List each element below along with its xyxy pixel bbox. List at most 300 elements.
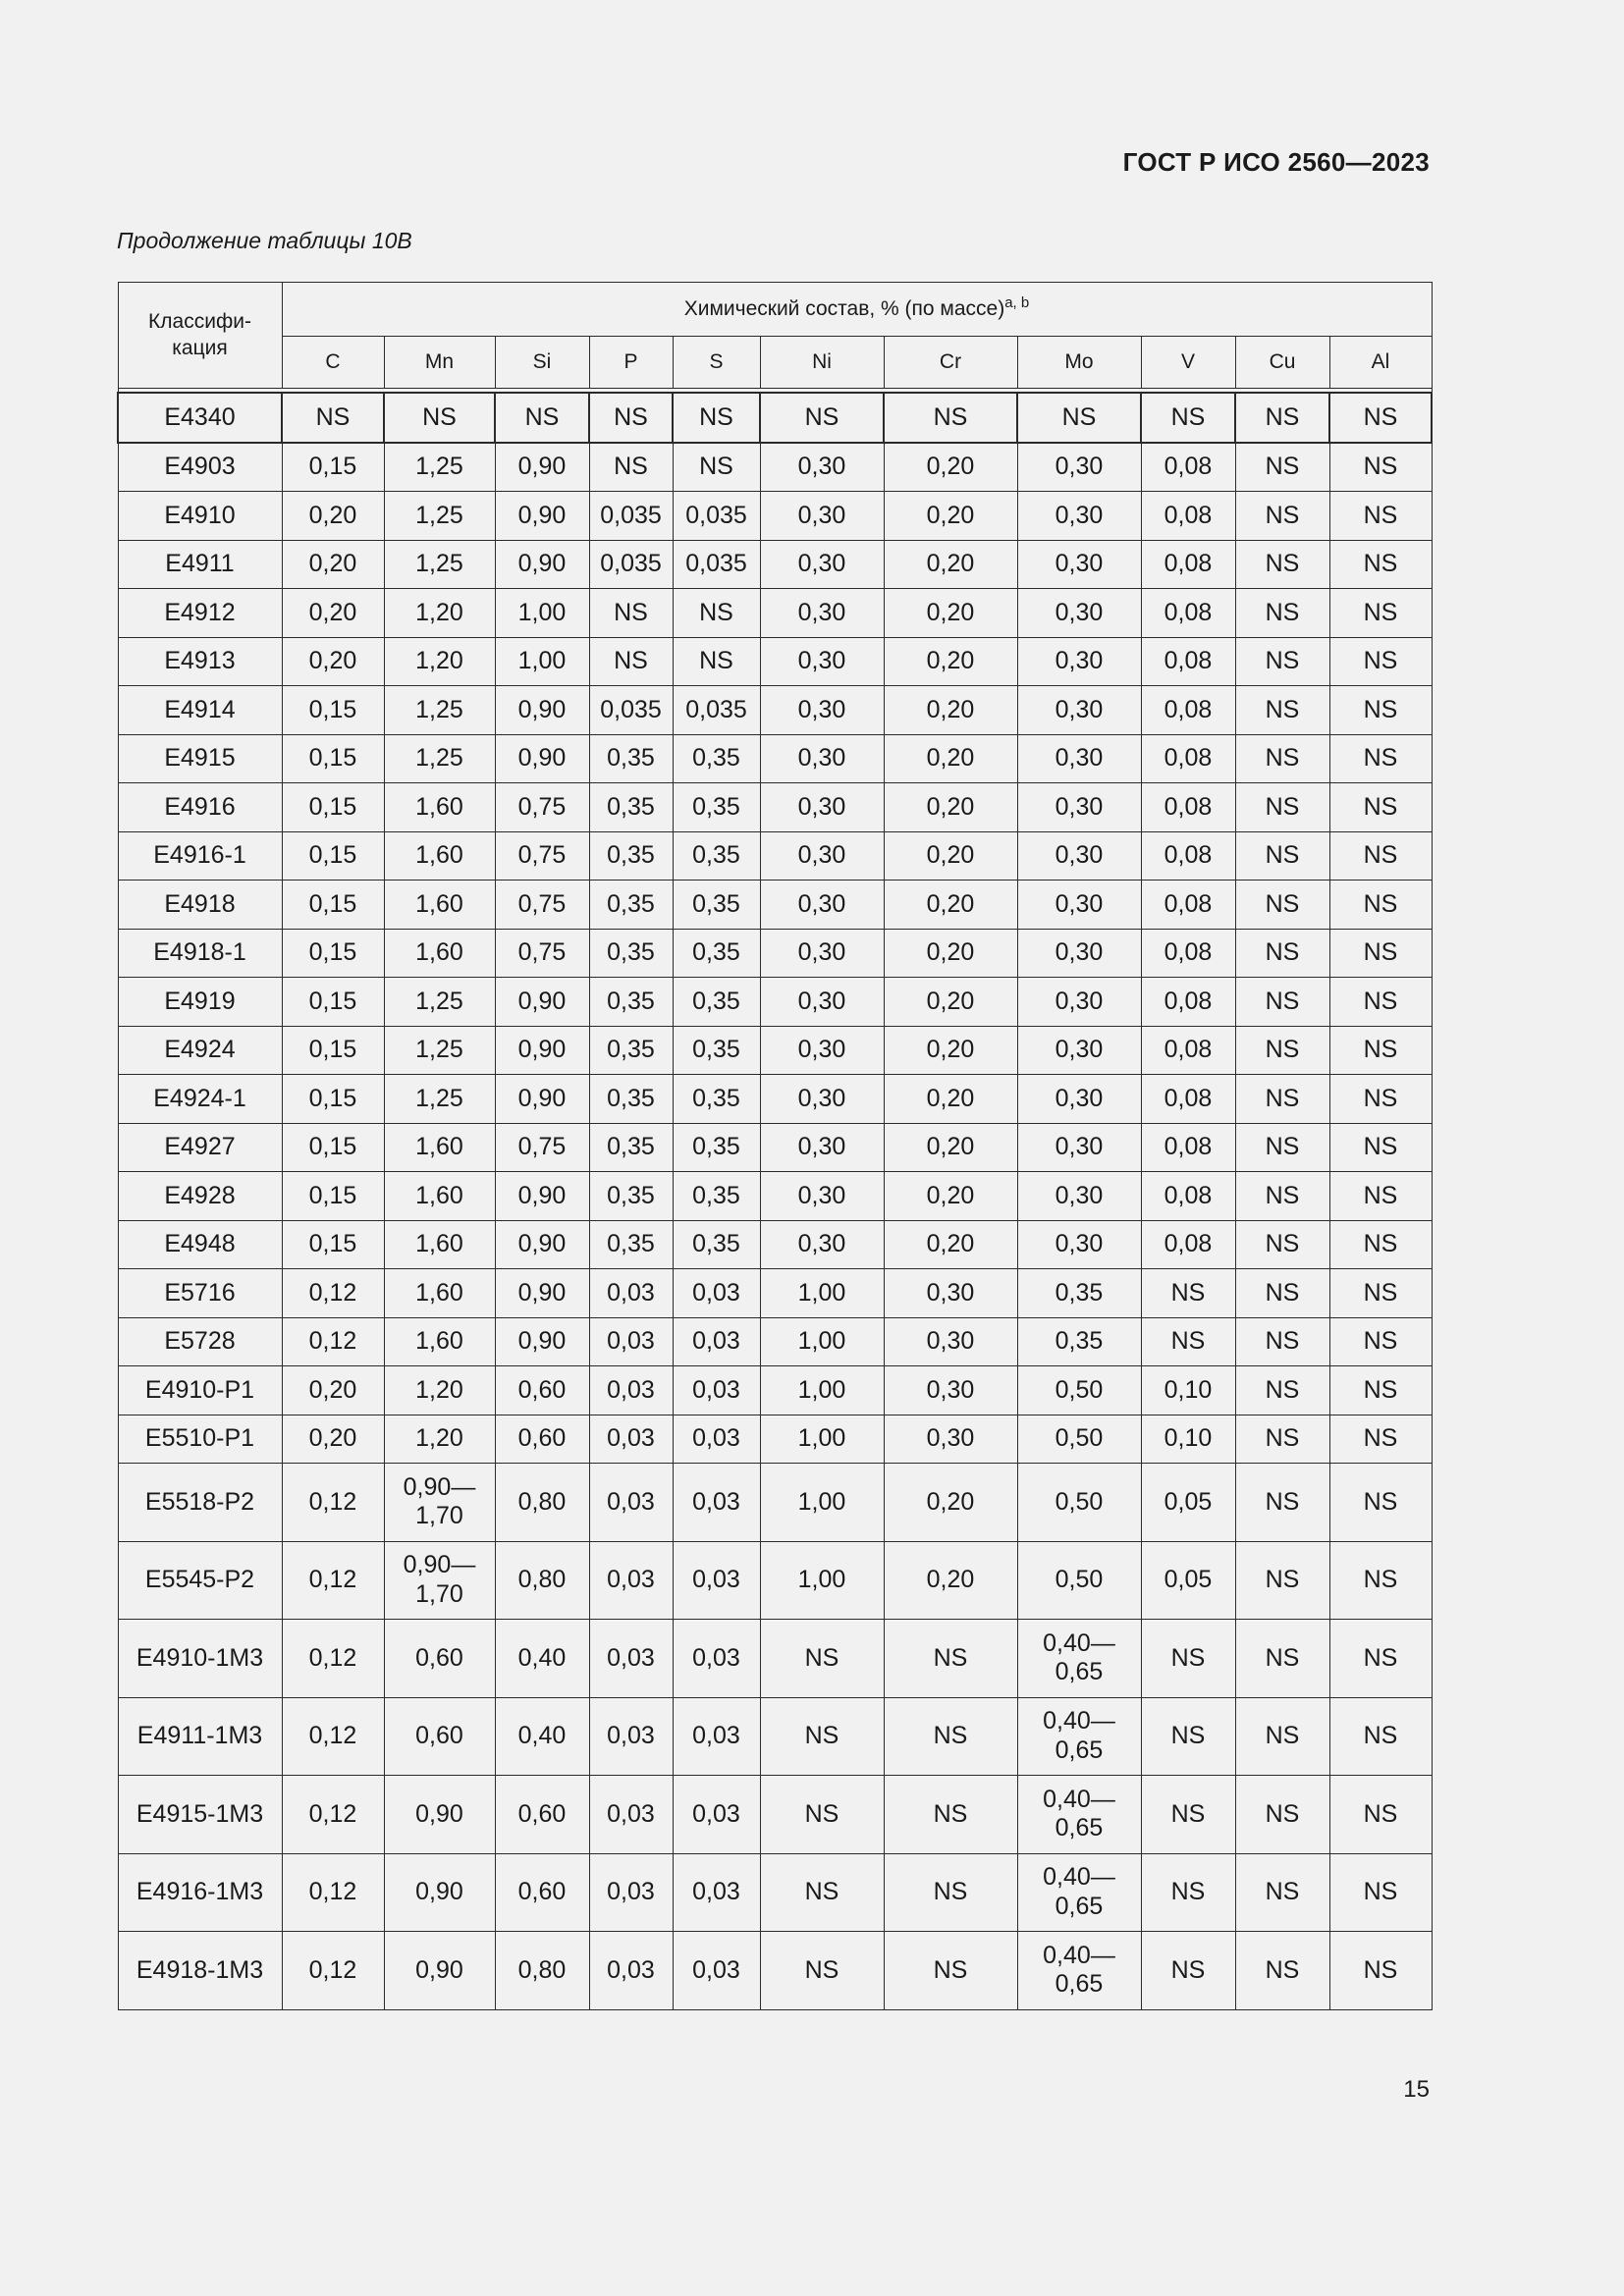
table-row — [118, 1620, 1432, 1698]
cell-v: 0,08 — [1141, 1026, 1235, 1075]
cell-cu: NS — [1235, 637, 1329, 686]
cell-s: NS — [673, 393, 760, 443]
cell-mn: 1,60 — [384, 881, 495, 930]
cell-v: NS — [1141, 1932, 1235, 2010]
cell-cr: 0,30 — [884, 1269, 1017, 1318]
cell-v: 0,10 — [1141, 1415, 1235, 1464]
cell-mn: 1,60 — [384, 1172, 495, 1221]
cell-p: 0,35 — [589, 783, 673, 832]
cell-mo: 0,40— 0,65 — [1017, 1776, 1141, 1854]
cell-mn: 0,90— 1,70 — [384, 1541, 495, 1620]
classification-cell: E4911-1M3 — [118, 1697, 282, 1776]
cell-al: NS — [1329, 637, 1432, 686]
cell-c: 0,15 — [282, 686, 384, 735]
cell-ni: 0,30 — [760, 1026, 884, 1075]
cell-cr: 0,20 — [884, 1026, 1017, 1075]
cell-s: NS — [673, 637, 760, 686]
cell-c: 0,20 — [282, 637, 384, 686]
cell-cu: NS — [1235, 831, 1329, 881]
cell-c: 0,15 — [282, 1172, 384, 1221]
cell-ni: 1,00 — [760, 1269, 884, 1318]
composition-group-label: Химический состав, % (по массе) — [683, 296, 1005, 320]
cell-ni: 0,30 — [760, 1172, 884, 1221]
cell-cu: NS — [1235, 1220, 1329, 1269]
cell-cu: NS — [1235, 1415, 1329, 1464]
cell-s: 0,03 — [673, 1697, 760, 1776]
cell-mo: NS — [1017, 393, 1141, 443]
cell-s: NS — [673, 589, 760, 638]
cell-mo: 0,30 — [1017, 978, 1141, 1027]
cell-mn: 1,20 — [384, 637, 495, 686]
cell-cu: NS — [1235, 1932, 1329, 2010]
cell-mn: 1,60 — [384, 1269, 495, 1318]
classification-cell: E5518-P2 — [118, 1464, 282, 1542]
cell-s: 0,35 — [673, 831, 760, 881]
cell-p: 0,35 — [589, 1220, 673, 1269]
cell-cr: 0,20 — [884, 734, 1017, 783]
cell-v: 0,08 — [1141, 783, 1235, 832]
cell-c: 0,20 — [282, 589, 384, 638]
cell-cu: NS — [1235, 1269, 1329, 1318]
cell-al: NS — [1329, 1269, 1432, 1318]
cell-ni: NS — [760, 1697, 884, 1776]
cell-s: 0,035 — [673, 492, 760, 541]
cell-si: 0,90 — [495, 1026, 589, 1075]
cell-cu: NS — [1235, 1464, 1329, 1542]
cell-mo: 0,50 — [1017, 1541, 1141, 1620]
cell-cr: NS — [884, 393, 1017, 443]
cell-cr: 0,20 — [884, 978, 1017, 1027]
cell-s: 0,35 — [673, 1075, 760, 1124]
cell-cr: 0,20 — [884, 831, 1017, 881]
cell-mn: 1,25 — [384, 492, 495, 541]
cell-al: NS — [1329, 1415, 1432, 1464]
column-header-c: C — [282, 337, 384, 389]
cell-c: 0,15 — [282, 978, 384, 1027]
cell-c: 0,12 — [282, 1932, 384, 2010]
column-header-al: Al — [1329, 337, 1432, 389]
cell-mn: 0,90 — [384, 1776, 495, 1854]
cell-s: 0,35 — [673, 978, 760, 1027]
classification-cell: E4903 — [118, 443, 282, 492]
cell-mn: 1,20 — [384, 1415, 495, 1464]
cell-cr: 0,20 — [884, 929, 1017, 978]
cell-s: 0,35 — [673, 783, 760, 832]
cell-al: NS — [1329, 1541, 1432, 1620]
cell-v: 0,08 — [1141, 978, 1235, 1027]
cell-cr: 0,20 — [884, 1172, 1017, 1221]
cell-mo: 0,30 — [1017, 637, 1141, 686]
classification-cell: E4913 — [118, 637, 282, 686]
cell-p: 0,35 — [589, 929, 673, 978]
cell-si: 0,90 — [495, 1220, 589, 1269]
cell-ni: 0,30 — [760, 978, 884, 1027]
cell-al: NS — [1329, 1366, 1432, 1415]
cell-si: 0,80 — [495, 1932, 589, 2010]
classification-cell: E4910-1M3 — [118, 1620, 282, 1698]
cell-mn: 1,25 — [384, 734, 495, 783]
cell-ni: 0,30 — [760, 1123, 884, 1172]
cell-p: 0,03 — [589, 1853, 673, 1932]
cell-v: 0,08 — [1141, 589, 1235, 638]
column-header-s: S — [673, 337, 760, 389]
column-header-si: Si — [495, 337, 589, 389]
classification-cell: E4914 — [118, 686, 282, 735]
classification-cell: E4916 — [118, 783, 282, 832]
cell-al: NS — [1329, 831, 1432, 881]
cell-cr: 0,20 — [884, 492, 1017, 541]
classification-cell: E4927 — [118, 1123, 282, 1172]
cell-s: 0,03 — [673, 1620, 760, 1698]
cell-mn: 1,60 — [384, 929, 495, 978]
cell-ni: 1,00 — [760, 1541, 884, 1620]
table-row — [118, 443, 1432, 492]
cell-c: 0,15 — [282, 929, 384, 978]
table-row — [118, 734, 1432, 783]
cell-cr: NS — [884, 1697, 1017, 1776]
cell-p: 0,03 — [589, 1932, 673, 2010]
cell-ni: 0,30 — [760, 492, 884, 541]
cell-mn: 1,25 — [384, 1026, 495, 1075]
cell-s: 0,03 — [673, 1317, 760, 1366]
cell-si: 0,75 — [495, 783, 589, 832]
cell-si: 0,90 — [495, 1172, 589, 1221]
cell-cu: NS — [1235, 734, 1329, 783]
cell-c: 0,20 — [282, 1415, 384, 1464]
cell-ni: 0,30 — [760, 1220, 884, 1269]
table-row — [118, 589, 1432, 638]
classification-cell: E5728 — [118, 1317, 282, 1366]
cell-p: 0,03 — [589, 1464, 673, 1542]
table-row — [118, 1026, 1432, 1075]
cell-ni: 0,30 — [760, 637, 884, 686]
cell-si: 0,90 — [495, 1075, 589, 1124]
cell-al: NS — [1329, 1317, 1432, 1366]
cell-c: 0,15 — [282, 1123, 384, 1172]
classification-cell: E4918-1M3 — [118, 1932, 282, 2010]
table-caption: Продолжение таблицы 10В — [117, 228, 412, 253]
cell-c: 0,12 — [282, 1697, 384, 1776]
cell-si: 0,40 — [495, 1697, 589, 1776]
cell-v: NS — [1141, 1317, 1235, 1366]
cell-cu: NS — [1235, 978, 1329, 1027]
cell-al: NS — [1329, 881, 1432, 930]
cell-s: 0,35 — [673, 1172, 760, 1221]
table-row — [118, 1697, 1432, 1776]
cell-mo: 0,50 — [1017, 1366, 1141, 1415]
cell-si: 0,90 — [495, 734, 589, 783]
cell-s: 0,03 — [673, 1853, 760, 1932]
table-row — [118, 978, 1432, 1027]
cell-ni: NS — [760, 1932, 884, 2010]
cell-cu: NS — [1235, 589, 1329, 638]
cell-c: 0,12 — [282, 1464, 384, 1542]
column-header-ni: Ni — [760, 337, 884, 389]
cell-cr: 0,20 — [884, 1220, 1017, 1269]
cell-v: 0,08 — [1141, 540, 1235, 589]
cell-mn: NS — [384, 393, 495, 443]
cell-cr: 0,20 — [884, 1075, 1017, 1124]
cell-al: NS — [1329, 1172, 1432, 1221]
cell-v: 0,10 — [1141, 1366, 1235, 1415]
cell-si: NS — [495, 393, 589, 443]
cell-cu: NS — [1235, 881, 1329, 930]
cell-ni: 0,30 — [760, 831, 884, 881]
cell-mo: 0,40— 0,65 — [1017, 1932, 1141, 2010]
cell-ni: 0,30 — [760, 589, 884, 638]
cell-cr: NS — [884, 1932, 1017, 2010]
classification-cell: E4924 — [118, 1026, 282, 1075]
cell-cu: NS — [1235, 1541, 1329, 1620]
cell-mo: 0,40— 0,65 — [1017, 1697, 1141, 1776]
cell-v: 0,08 — [1141, 1172, 1235, 1221]
classification-cell: E5545-P2 — [118, 1541, 282, 1620]
cell-ni: NS — [760, 1853, 884, 1932]
cell-v: NS — [1141, 1269, 1235, 1318]
cell-v: 0,08 — [1141, 492, 1235, 541]
column-header-v: V — [1141, 337, 1235, 389]
classification-cell: E4918-1 — [118, 929, 282, 978]
cell-cu: NS — [1235, 492, 1329, 541]
cell-cu: NS — [1235, 443, 1329, 492]
cell-c: 0,15 — [282, 734, 384, 783]
cell-c: 0,15 — [282, 783, 384, 832]
classification-cell: E4924-1 — [118, 1075, 282, 1124]
cell-mn: 0,90 — [384, 1932, 495, 2010]
cell-cu: NS — [1235, 1620, 1329, 1698]
cell-c: 0,15 — [282, 831, 384, 881]
column-header-cu: Cu — [1235, 337, 1329, 389]
cell-mn: 1,25 — [384, 1075, 495, 1124]
cell-mn: 1,60 — [384, 783, 495, 832]
cell-s: 0,035 — [673, 540, 760, 589]
cell-v: 0,08 — [1141, 443, 1235, 492]
cell-si: 0,75 — [495, 1123, 589, 1172]
cell-mo: 0,30 — [1017, 686, 1141, 735]
cell-mn: 1,60 — [384, 831, 495, 881]
cell-v: 0,08 — [1141, 1075, 1235, 1124]
cell-si: 0,60 — [495, 1776, 589, 1854]
cell-c: 0,12 — [282, 1541, 384, 1620]
cell-v: 0,08 — [1141, 734, 1235, 783]
column-header-p: P — [589, 337, 673, 389]
cell-cu: NS — [1235, 1123, 1329, 1172]
composition-group-header — [282, 283, 1432, 337]
classification-cell: E4919 — [118, 978, 282, 1027]
cell-mn: 0,60 — [384, 1697, 495, 1776]
cell-p: 0,03 — [589, 1620, 673, 1698]
classification-cell: E4928 — [118, 1172, 282, 1221]
cell-v: NS — [1141, 1853, 1235, 1932]
cell-al: NS — [1329, 978, 1432, 1027]
cell-cr: 0,30 — [884, 1317, 1017, 1366]
cell-cr: 0,20 — [884, 1123, 1017, 1172]
cell-al: NS — [1329, 929, 1432, 978]
cell-s: NS — [673, 443, 760, 492]
cell-al: NS — [1329, 1075, 1432, 1124]
cell-mo: 0,30 — [1017, 1026, 1141, 1075]
element-header-row — [118, 337, 1432, 389]
cell-si: 0,60 — [495, 1415, 589, 1464]
cell-s: 0,03 — [673, 1776, 760, 1854]
cell-p: 0,35 — [589, 831, 673, 881]
cell-v: 0,08 — [1141, 831, 1235, 881]
cell-s: 0,35 — [673, 881, 760, 930]
cell-mo: 0,50 — [1017, 1415, 1141, 1464]
cell-cu: NS — [1235, 929, 1329, 978]
cell-al: NS — [1329, 589, 1432, 638]
cell-cu: NS — [1235, 686, 1329, 735]
cell-mo: 0,30 — [1017, 492, 1141, 541]
cell-cr: NS — [884, 1853, 1017, 1932]
cell-s: 0,035 — [673, 686, 760, 735]
cell-al: NS — [1329, 443, 1432, 492]
table-row — [118, 1317, 1432, 1366]
cell-c: 0,12 — [282, 1776, 384, 1854]
cell-mo: 0,30 — [1017, 1123, 1141, 1172]
cell-cr: 0,30 — [884, 1366, 1017, 1415]
cell-p: 0,03 — [589, 1366, 673, 1415]
cell-p: 0,03 — [589, 1415, 673, 1464]
cell-mo: 0,30 — [1017, 443, 1141, 492]
classification-cell: E4948 — [118, 1220, 282, 1269]
cell-mn: 1,20 — [384, 1366, 495, 1415]
cell-v: 0,08 — [1141, 1220, 1235, 1269]
column-header-mn: Mn — [384, 337, 495, 389]
cell-s: 0,03 — [673, 1541, 760, 1620]
classification-cell: E4910 — [118, 492, 282, 541]
cell-cu: NS — [1235, 1697, 1329, 1776]
cell-cr: 0,20 — [884, 1541, 1017, 1620]
cell-al: NS — [1329, 540, 1432, 589]
table-row — [118, 540, 1432, 589]
classification-cell: E4915-1M3 — [118, 1776, 282, 1854]
cell-cu: NS — [1235, 1172, 1329, 1221]
cell-mn: 0,60 — [384, 1620, 495, 1698]
cell-ni: 1,00 — [760, 1366, 884, 1415]
cell-p: 0,03 — [589, 1776, 673, 1854]
cell-mn: 1,60 — [384, 1220, 495, 1269]
table-row — [118, 929, 1432, 978]
column-header-cr: Cr — [884, 337, 1017, 389]
cell-mo: 0,35 — [1017, 1317, 1141, 1366]
cell-mo: 0,30 — [1017, 929, 1141, 978]
cell-al: NS — [1329, 1697, 1432, 1776]
classification-cell: E4340 — [118, 393, 282, 443]
cell-ni: 1,00 — [760, 1415, 884, 1464]
cell-ni: 0,30 — [760, 1075, 884, 1124]
cell-cu: NS — [1235, 783, 1329, 832]
cell-mo: 0,30 — [1017, 1172, 1141, 1221]
classification-cell: E4911 — [118, 540, 282, 589]
cell-mn: 1,25 — [384, 686, 495, 735]
cell-mn: 1,60 — [384, 1317, 495, 1366]
cell-c: 0,15 — [282, 1075, 384, 1124]
cell-p: 0,03 — [589, 1541, 673, 1620]
cell-al: NS — [1329, 734, 1432, 783]
cell-si: 0,90 — [495, 1269, 589, 1318]
cell-mn: 1,25 — [384, 443, 495, 492]
cell-si: 0,80 — [495, 1464, 589, 1542]
cell-cr: 0,20 — [884, 443, 1017, 492]
cell-cr: 0,30 — [884, 1415, 1017, 1464]
table-row — [118, 637, 1432, 686]
cell-p: 0,35 — [589, 978, 673, 1027]
cell-p: 0,35 — [589, 881, 673, 930]
cell-p: 0,35 — [589, 1123, 673, 1172]
cell-p: 0,035 — [589, 540, 673, 589]
cell-si: 0,75 — [495, 881, 589, 930]
cell-mo: 0,30 — [1017, 831, 1141, 881]
cell-s: 0,03 — [673, 1269, 760, 1318]
cell-p: 0,35 — [589, 1075, 673, 1124]
table-row — [118, 1220, 1432, 1269]
cell-si: 1,00 — [495, 637, 589, 686]
cell-s: 0,35 — [673, 1026, 760, 1075]
chemical-composition-table — [117, 282, 1433, 2010]
cell-ni: 0,30 — [760, 929, 884, 978]
cell-al: NS — [1329, 686, 1432, 735]
cell-cr: NS — [884, 1620, 1017, 1698]
cell-mn: 1,25 — [384, 540, 495, 589]
cell-mo: 0,40— 0,65 — [1017, 1620, 1141, 1698]
cell-ni: 0,30 — [760, 540, 884, 589]
cell-c: 0,20 — [282, 1366, 384, 1415]
cell-p: NS — [589, 443, 673, 492]
cell-ni: 1,00 — [760, 1464, 884, 1542]
classification-cell: E4916-1M3 — [118, 1853, 282, 1932]
cell-mn: 1,20 — [384, 589, 495, 638]
cell-mn: 0,90 — [384, 1853, 495, 1932]
table-row — [118, 1853, 1432, 1932]
table-row — [118, 1776, 1432, 1854]
cell-cr: 0,20 — [884, 637, 1017, 686]
cell-v: 0,08 — [1141, 929, 1235, 978]
cell-p: 0,03 — [589, 1697, 673, 1776]
cell-ni: NS — [760, 393, 884, 443]
classification-cell: E4912 — [118, 589, 282, 638]
cell-cr: 0,20 — [884, 589, 1017, 638]
cell-cr: NS — [884, 1776, 1017, 1854]
footnote-markers: a, b — [1004, 294, 1030, 311]
cell-mo: 0,30 — [1017, 589, 1141, 638]
cell-al: NS — [1329, 492, 1432, 541]
cell-mo: 0,35 — [1017, 1269, 1141, 1318]
cell-s: 0,35 — [673, 1220, 760, 1269]
cell-ni: 1,00 — [760, 1317, 884, 1366]
cell-p: NS — [589, 637, 673, 686]
cell-p: 0,035 — [589, 492, 673, 541]
cell-ni: 0,30 — [760, 734, 884, 783]
table-row — [118, 831, 1432, 881]
classification-cell: E4916-1 — [118, 831, 282, 881]
cell-mo: 0,30 — [1017, 1075, 1141, 1124]
cell-v: 0,05 — [1141, 1464, 1235, 1542]
cell-v: 0,05 — [1141, 1541, 1235, 1620]
cell-mn: 1,25 — [384, 978, 495, 1027]
cell-ni: NS — [760, 1620, 884, 1698]
classification-cell: E4915 — [118, 734, 282, 783]
cell-v: NS — [1141, 393, 1235, 443]
cell-v: 0,08 — [1141, 637, 1235, 686]
cell-mo: 0,40— 0,65 — [1017, 1853, 1141, 1932]
cell-v: NS — [1141, 1697, 1235, 1776]
cell-p: NS — [589, 589, 673, 638]
cell-cu: NS — [1235, 1366, 1329, 1415]
cell-al: NS — [1329, 783, 1432, 832]
table-row — [118, 492, 1432, 541]
column-header-mo: Mo — [1017, 337, 1141, 389]
